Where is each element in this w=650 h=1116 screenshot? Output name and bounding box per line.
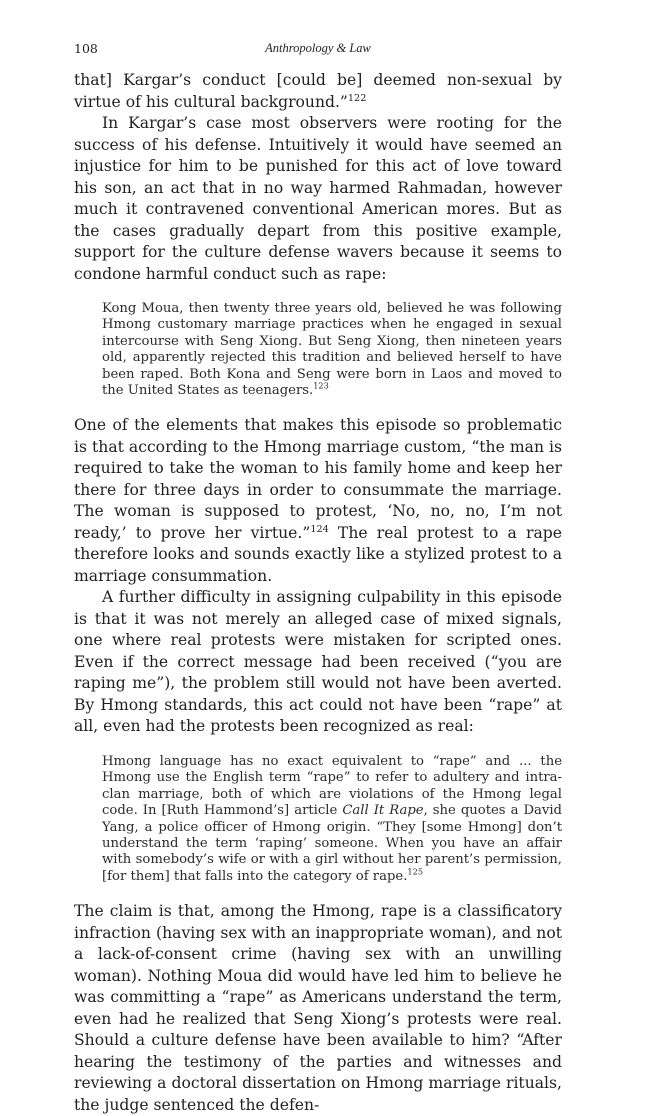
text-run: A further difficulty in assigning culpability in this episode is that it was not merely an alleged case of mixed signals, one where real protests were mistaken for scripted ones. Even if the correct message had been received (“you are raping me”), the problem still would not have been averted. By Hmong standards, this act could not have been “rape” at all, even had the protests been recognized as real: [74, 588, 562, 736]
paragraph-1 [74, 70, 562, 113]
paragraph-4 [74, 587, 562, 738]
footnote-ref: 122 [347, 92, 367, 104]
text-run: , she quotes a David Yang, a police officer of Hmong origin. “They [some Hmong] don’t understand the term ‘raping’ someone. When you have an affair with somebody’s wife or with a girl without her parent’s permission, [for them] that falls into the category of rape. [102, 803, 562, 884]
text-run: The real protest to a rape therefore looks and sounds exactly like a stylized protest to a marriage consummation. [74, 523, 562, 585]
block-quote-1 [102, 301, 562, 399]
text-run: In Kargar’s case most observers were rooting for the success of his defense. Intuitively it would have seemed an injustice for him to be punished for this act of love toward his son, an act that in no way harmed Rahmadan, however much it contravened conventional American mores. But as the cases gradually depart from this positive example, support for the culture defense wavers because it seems to condone harmful conduct such as rape: [74, 114, 562, 283]
running-head: Anthropology & Law [265, 41, 371, 55]
paragraph-5 [74, 901, 562, 1116]
italic-title: Call It Rape [342, 803, 424, 819]
text-run: One of the elements that makes this episode so problematic is that according to the Hmong marriage custom, “the man is required to take the woman to his family home and keep her there for three days in order to consummate the marriage. The woman is supposed to protest, ‘No, no, no, I’m not ready,’ to prove her virtue.” [74, 416, 562, 542]
text-run: Hmong language has no exact equivalent to “rape” and ... the Hmong use the English term “rape” to refer to adultery and intra-clan marriage, both of which are violations of the Hmong legal code. In [Ruth Hammond’s] article [102, 753, 562, 819]
body-text [74, 70, 562, 1116]
paragraph-3 [74, 415, 562, 587]
footnote-ref: 125 [407, 866, 424, 877]
page-header [74, 41, 562, 59]
text-run: that] Kargar’s conduct [could be] deemed non-sexual by virtue of his cultural background.” [74, 71, 562, 111]
text-run: Kong Moua, then twenty three years old, believed he was following Hmong customary marriage practices when he engaged in sexual intercourse with Seng Xiong. But Seng Xiong, then nineteen years old, apparently rejected this tradition and believed herself to have been raped. Both Kona and Seng were born in Laos and moved to the United States as teenagers. [102, 301, 562, 399]
block-quote-2 [102, 754, 562, 885]
paragraph-2 [74, 113, 562, 285]
footnote-ref: 123 [313, 380, 329, 391]
footnote-ref: 124 [310, 523, 329, 535]
text-run: The claim is that, among the Hmong, rape is a classificatory infraction (having sex with an inappropriate woman), and not a lack-of-consent crime (having sex with an unwilling woman). Nothing Moua did would have led him to believe he was committing a “rape” as Americans understand the term, even had he realized that Seng Xiong’s protests were real. Should a culture defense have been available to him? “After hearing the testimony of the parties and witnesses and reviewing a doctoral dissertation on Hmong marriage rituals, the judge sentenced the defen- [74, 902, 562, 1114]
page-number: 108 [74, 41, 98, 56]
